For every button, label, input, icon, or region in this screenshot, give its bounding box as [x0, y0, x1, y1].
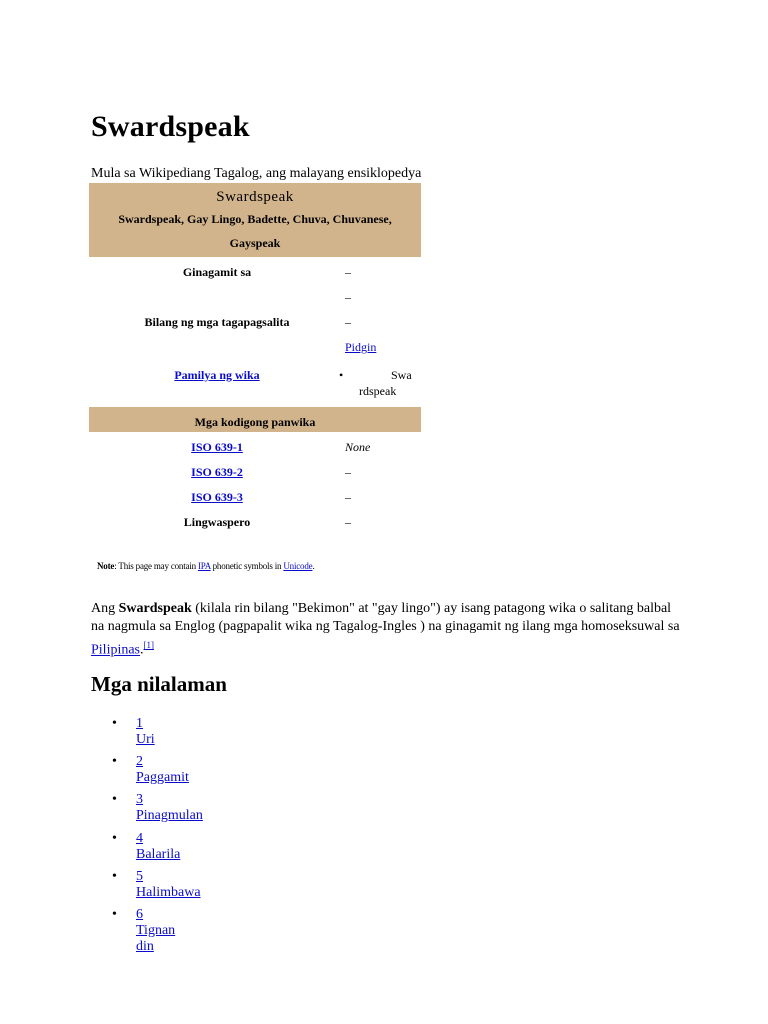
footnote-link[interactable]: [1] [143, 640, 155, 650]
infobox-label-speakers: Bilang ng mga tagapagsalita [144, 315, 290, 329]
infobox-value-used-in: – [345, 265, 351, 279]
note-bold: Note [97, 561, 115, 571]
intro-bold: Swardspeak [118, 601, 192, 616]
toc-link-tignan-din[interactable]: 6 Tignan din [136, 906, 176, 954]
code-row [89, 432, 421, 457]
ipa-link[interactable]: IPA [197, 561, 211, 571]
toc-link-pinagmulan[interactable]: 3 Pinagmulan [136, 792, 203, 824]
unicode-link[interactable]: Unicode [283, 561, 313, 571]
iso-639-1-value: None [345, 440, 371, 454]
infobox-value-extra: – [345, 290, 351, 304]
toc-link-balarila[interactable]: 4 Balarila [136, 830, 181, 862]
page-subtitle: Mula sa Wikipediang Tagalog, ang malayang ensiklopedya [91, 166, 422, 181]
iso-639-1-link[interactable]: ISO 639-1 [191, 440, 243, 454]
iso-639-3-link[interactable]: ISO 639-3 [191, 490, 243, 504]
family-value-part1: Swa [391, 368, 412, 382]
iso-639-3-value: – [345, 490, 351, 504]
iso-639-2-value: – [345, 465, 351, 479]
ipa-note [97, 561, 315, 571]
infobox-value-family [339, 367, 421, 409]
code-row [89, 457, 421, 482]
pilipinas-link[interactable]: Pilipinas [91, 642, 141, 658]
toc-heading: Mga nilalaman [91, 672, 227, 696]
family-bullet: • [339, 368, 344, 382]
codes-section-header: Mga kodigong panwika [89, 407, 421, 432]
page-title: Swardspeak [91, 110, 250, 143]
toc-link-halimbawa[interactable]: 5 Halimbawa [136, 868, 201, 900]
infobox [89, 183, 421, 532]
toc-link-paggamit[interactable]: 2 Paggamit [136, 754, 189, 786]
pidgin-link[interactable]: Pidgin [345, 340, 377, 354]
code-row [89, 482, 421, 507]
infobox-row-pidgin [89, 332, 421, 357]
infobox-alt-names: Swardspeak, Gay Lingo, Badette, Chuva, Chuvanese, Gayspeak [118, 212, 392, 250]
bullet-icon: • [112, 868, 117, 884]
infobox-name: Swardspeak [216, 189, 294, 205]
note-text-2: phonetic symbols in [210, 561, 284, 571]
intro-paragraph [91, 600, 681, 660]
language-family-link[interactable]: Pamilya ng wika [174, 368, 260, 382]
note-text-1: : This page may contain [114, 561, 198, 571]
infobox-row-extra [89, 282, 421, 307]
bullet-icon: • [112, 792, 117, 808]
lingwaspero-value: – [345, 515, 351, 529]
toc-link-uri[interactable]: 1 Uri [136, 716, 155, 747]
bullet-icon: • [112, 716, 117, 731]
infobox-row-family [89, 357, 421, 409]
infobox-row-speakers [89, 307, 421, 332]
intro-text-1: Ang [91, 601, 119, 616]
lingwaspero-label: Lingwaspero [183, 515, 251, 529]
infobox-value-speakers: – [345, 315, 351, 329]
lingwaspero-row [89, 507, 421, 532]
iso-639-2-link[interactable]: ISO 639-2 [191, 465, 243, 479]
intro-text-2: (kilala rin bilang "Bekimon" at "gay lingo") ay isang patagong wika o salitang balbal na nagmula sa Englog (pagpapalit wika ng Tagalog-Ingles ) na ginagamit ng ilang mga homoseksuwal sa [91, 601, 680, 634]
infobox-row-used-in [89, 257, 421, 282]
infobox-label-used-in: Ginagamit sa [182, 265, 252, 279]
bullet-icon: • [112, 830, 117, 846]
note-text-3: . [312, 561, 315, 571]
infobox-header [89, 183, 421, 257]
bullet-icon: • [112, 754, 117, 770]
bullet-icon: • [112, 906, 117, 922]
intro-text-3: . [140, 642, 144, 658]
family-value-part2: rdspeak [359, 384, 397, 398]
